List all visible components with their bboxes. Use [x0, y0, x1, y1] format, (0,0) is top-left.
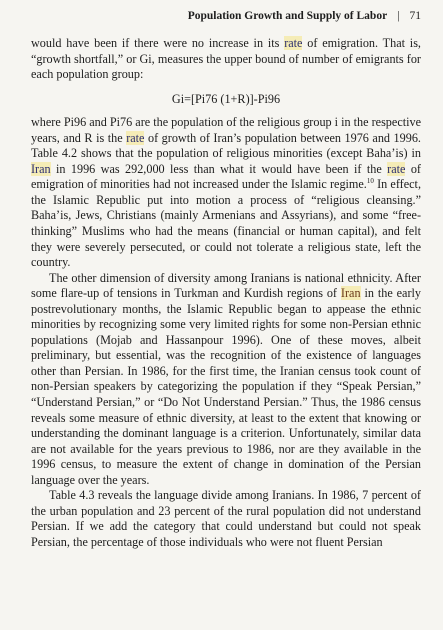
text-run: where Pi96 and Pi76 are the population of the religious group i in the respective years, and R is the [31, 115, 421, 145]
text-run: of emigration of minorities had not increased under the Islamic regime. [31, 161, 421, 192]
text-run: of growth of Iran’s population between 1976 and 1996. Table 4.2 shows that the population of religious minorities (except Baha’is) in [31, 130, 421, 161]
text-run: In effect, the Islamic Republic put into motion a process of “religious cleansing.” Baha’is, Jews, Christians (mainly Armenians and Assyrians), and some “free-thinking” Muslims who had the means (financial or human capital), and felt they were severely persecuted, or could not tolerate a religious state, left the country. [31, 177, 421, 270]
highlighted-term: Iran [340, 286, 361, 301]
header-separator: | [397, 10, 400, 22]
paragraphs-before-formula [31, 36, 421, 83]
highlighted-term: rate [284, 36, 303, 50]
formula: Gi=[Pi76 (1+R)]-Pi96 [171, 91, 281, 106]
text-run: would have been if there were no increase in its [31, 36, 285, 50]
paragraph [31, 271, 421, 489]
text-run: in 1996 was 292,000 less than what it would have been if the [50, 161, 388, 176]
chapter-title: Population Growth and Supply of Labor [187, 10, 388, 22]
paragraph [31, 36, 421, 83]
paragraphs-after-formula [31, 115, 421, 550]
text-run: of emigration. That is, “growth shortfall,” or Gi, measures the upper bound of number of emigrants for each population group: [31, 36, 421, 82]
highlighted-term: Iran [31, 161, 51, 176]
footnote-ref: 10 [366, 177, 374, 186]
text-run: in the early postrevolutionary months, the Islamic Republic began to appease the ethnic minorities by recognizing some very limited rights for some non-Persian ethnic populations (Mojab and Hassanpour 1996). One of these moves, albeit preliminary, but essential, was the recognition of the existence of languages other than Persian. In 1986, for the first time, the Iranian census took count of non-Persian speakers by categorizing the population if they “Speak Persian,” “Understand Persian,” or “Do Not Understand Persian.” Thus, the 1986 census reveals some measure of ethnic diversity, at least to the extent that knowing or understanding the dominant language is a criterion. Unfortunately, similar data are not available for the years previous to 1986, nor are they available in the 1996 census, to measure the extent of change in domination of the Persian language over the years. [31, 286, 422, 487]
text-run: Table 4.3 reveals the language divide among Iranians. In 1986, 7 percent of the urban population and 23 percent of the rural population did not understand Persian. If we add the category that could understand but could not speak Persian, the percentage of those individuals who were not fluent Persian [31, 488, 421, 549]
paragraph [31, 115, 421, 270]
page-number: 71 [409, 10, 421, 22]
text-run: The other dimension of diversity among Iranians is national ethnicity. After some flare-up of tensions in Turkman and Kurdish regions of [31, 270, 421, 301]
highlighted-term: rate [387, 161, 406, 176]
highlighted-term: rate [126, 130, 145, 145]
body-text [31, 36, 421, 551]
paragraph [31, 488, 421, 550]
running-head [31, 10, 421, 30]
